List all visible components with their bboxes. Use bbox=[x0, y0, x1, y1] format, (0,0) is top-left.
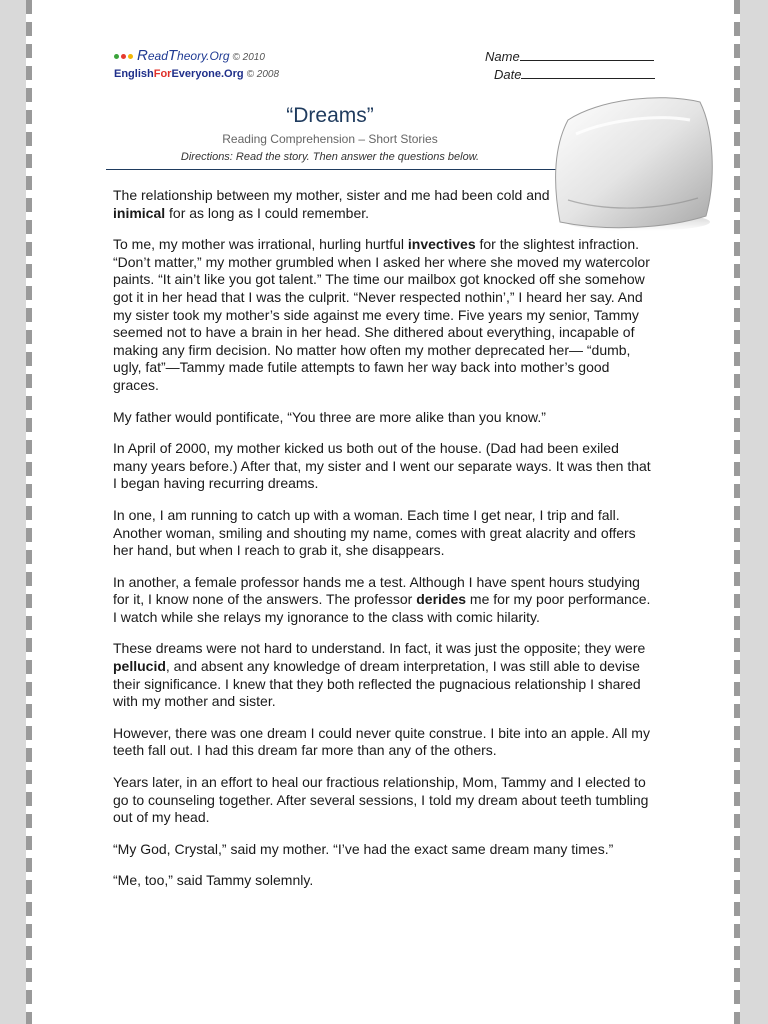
vocab-word-inimical: inimical bbox=[113, 204, 166, 221]
story-paragraph-10: “My God, Crystal,” said my mother. “I’ve had the exact same dream many times.” bbox=[113, 840, 614, 857]
englishforeveryone-logo: EnglishForEveryone.Org © 2008 bbox=[114, 68, 280, 80]
worksheet-subtitle: Reading Comprehension – Short Stories bbox=[222, 132, 438, 146]
readtheory-brand: ReadTheory.Org bbox=[137, 47, 230, 64]
efe-copyright: © 2008 bbox=[246, 69, 280, 80]
readtheory-copyright: © 2010 bbox=[232, 52, 265, 63]
story-paragraph-8: However, there was one dream I could never quite construe. I bite into an apple. All my teeth fall out. I had this dream far more than any of the others. bbox=[113, 724, 650, 759]
name-date-fields bbox=[485, 48, 655, 84]
story-paragraph-5: In one, I am running to catch up with a woman. Each time I get near, I trip and fall. Another woman, smiling and shouting my name, comes with great alacrity and offers her hand, but when I reach to grab it, she disappears. bbox=[113, 506, 636, 559]
red-dot-icon bbox=[121, 54, 126, 59]
readtheory-logo bbox=[114, 48, 279, 64]
vocab-word-pellucid: pellucid bbox=[113, 658, 166, 675]
story-body bbox=[113, 187, 651, 904]
yellow-dot-icon bbox=[128, 54, 133, 59]
story-title: “Dreams” bbox=[286, 104, 374, 127]
story-paragraph-6: In another, a female professor hands me a test. Although I have spent hours studying for it, I know none of the answers. The professor derides me for my poor performance. I watch while she relays my ignorance to the class with comic hilarity. bbox=[113, 573, 651, 625]
date-blank[interactable] bbox=[521, 66, 655, 79]
directions: Directions: Read the story. Then answer the questions below. bbox=[180, 151, 480, 163]
green-dot-icon bbox=[114, 54, 119, 59]
vocab-word-derides: derides bbox=[416, 591, 467, 608]
header-logos bbox=[114, 48, 279, 82]
story-paragraph-4: In April of 2000, my mother kicked us both out of the house. (Dad had been exiled many years before.) After that, my sister and I went our separate ways. It was then that I began having recurring dreams. bbox=[113, 440, 651, 492]
story-paragraph-2: To me, my mother was irrational, hurling hurtful invectives for the slightest infraction. “Don’t matter,” my mother grumbled when I asked her where she moved my watercolor paints. “It ain’t like you got talent.” The time our mailbox got knocked off she somehow got it in her head that I was the culprit. “Never respected nothin’,” I heard her say. And my sister took my mother’s side against me every time. Five years my senior, Tammy seemed not to have a brain in her head. She dithered about everything, incapable of making any firm decision. No matter how often my mother deprecated her— “dumb, ugly, fat”—Tammy made futile attempts to fawn her way back into mother’s good graces. bbox=[113, 236, 650, 393]
story-paragraph-7: These dreams were not hard to understand. In fact, it was just the opposite; they were pellucid, and absent any knowledge of dream interpretation, I was still able to devise their significance. I knew that they both reflected the pugnacious relationship I shared with my mother and sister. bbox=[113, 640, 646, 710]
story-paragraph-1: The relationship between my mother, sister and me had been cold and inimical for as long as I could remember. bbox=[113, 187, 550, 221]
story-paragraph-9: Years later, in an effort to heal our fractious relationship, Mom, Tammy and I elected to go to counseling together. After several sessions, I told my dream about teeth tumbling out of my head. bbox=[113, 774, 649, 826]
page-edge-right bbox=[734, 0, 740, 1024]
story-paragraph-11: “Me, too,” said Tammy solemnly. bbox=[113, 872, 314, 889]
vocab-word-invectives: invectives bbox=[407, 236, 476, 253]
page-edge-left bbox=[26, 0, 32, 1024]
date-field[interactable]: Date bbox=[485, 66, 655, 84]
name-blank[interactable] bbox=[520, 48, 654, 61]
name-field[interactable]: Name bbox=[485, 48, 655, 66]
header-divider bbox=[106, 169, 576, 170]
story-paragraph-3: My father would pontificate, “You three are more alike than you know.” bbox=[113, 408, 546, 425]
